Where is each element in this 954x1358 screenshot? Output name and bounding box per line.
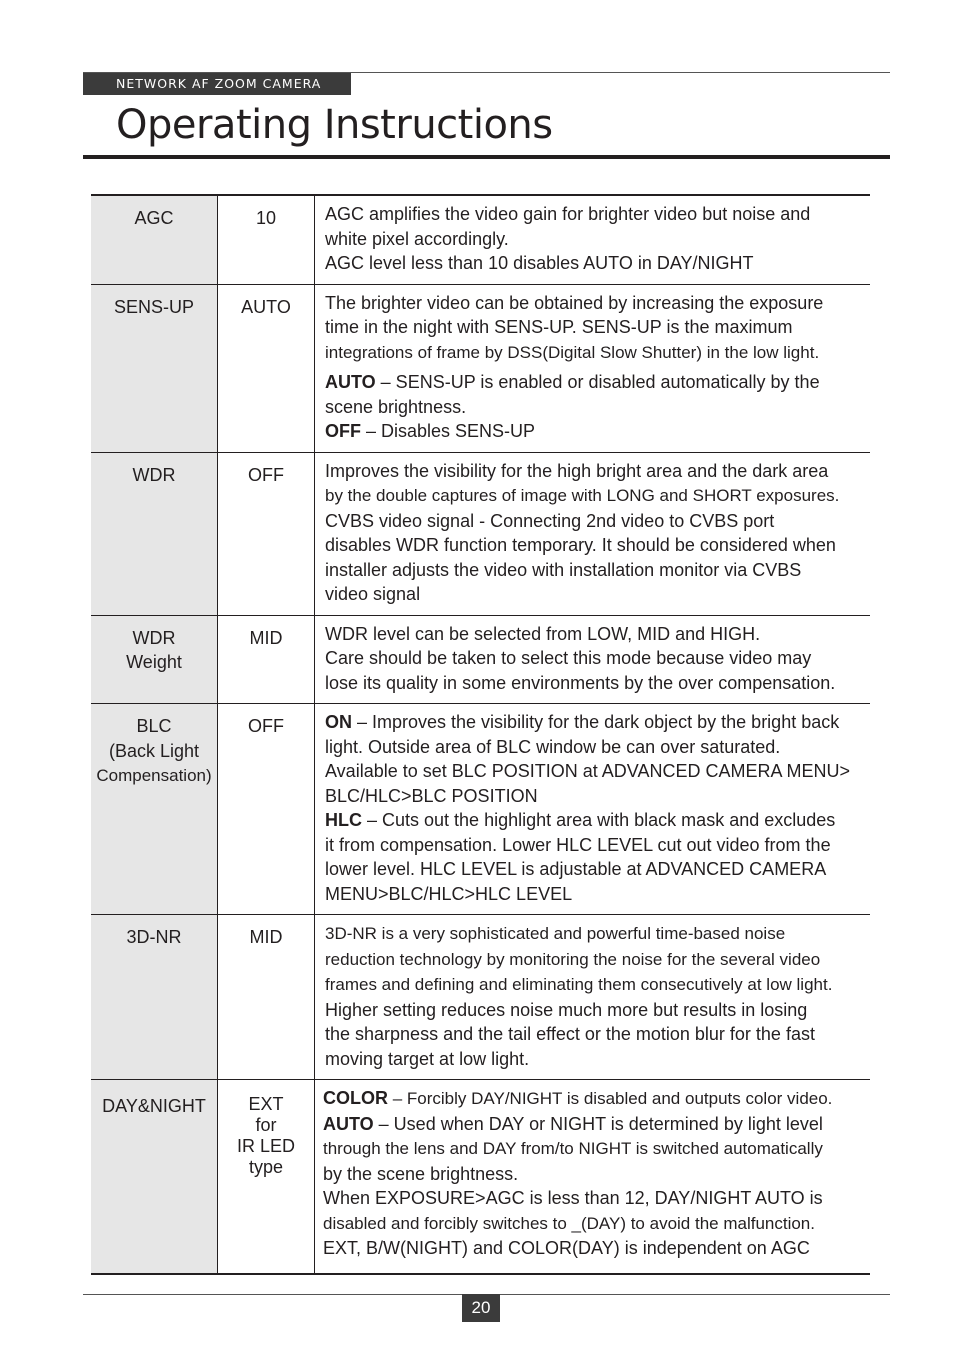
setting-description: Improves the visibility for the high bright area and the dark area by the double captures of image with LONG and SHORT exposures. CVBS video signal - Connecting 2nd video to CVBS port disables WDR function temporary. It should be considered when installer adjusts the video with installation monitor via CVBS video signal (325, 460, 840, 604)
settings-table (91, 194, 870, 1275)
setting-description: ON – Improves the visibility for the dark object by the bright back light. Outside area of BLC window be can over saturated. Available to set BLC POSITION at ADVANCED CAMERA MENU> BLC/HLC>BLC POSITION HLC – Cuts out the highlight area with black mask and excludes it from compensation. Lower HLC LEVEL cut out video from the lower level. HLC LEVEL is adjustable at ADVANCED CAMERA MENU>BLC/HLC>HLC LEVEL (325, 712, 851, 904)
setting-name: WDR (91, 452, 218, 615)
setting-name: DAY&NIGHT (91, 1080, 218, 1274)
setting-name: BLC (Back Light Compensation) (91, 704, 218, 915)
setting-description: WDR level can be selected from LOW, MID and HIGH. Care should be taken to select this mode because video may lose its quality in some environments by the over compensation. (325, 623, 836, 693)
table-row (91, 452, 870, 615)
setting-description: COLOR – Forcibly DAY/NIGHT is disabled and outputs color video. AUTO – Used when DAY or NIGHT is determined by light level through the lens and DAY from/to NIGHT is switched automatically by the scene brightness. When EXPOSURE>AGC is less than 12, DAY/NIGHT AUTO is disabled and forcibly switches to _(DAY) to avoid the malfunction. EXT, B/W(NIGHT) and COLOR(DAY) is independent on AGC (323, 1088, 833, 1258)
title-underline (83, 155, 890, 159)
setting-value: EXT for IR LED type (218, 1080, 315, 1274)
setting-description: AGC amplifies the video gain for brighter video but noise and white pixel accordingly. AGC level less than 10 disables AUTO in DAY/NIGHT (325, 204, 811, 273)
setting-value: AUTO (218, 284, 315, 452)
header-product-tab: NETWORK AF ZOOM CAMERA (83, 73, 351, 95)
setting-name: WDR Weight (91, 615, 218, 704)
setting-name: AGC (91, 195, 218, 284)
table-row (91, 284, 870, 452)
page-title: Operating Instructions (116, 102, 553, 148)
setting-value: MID (218, 615, 315, 704)
table-row (91, 1080, 870, 1274)
setting-name: 3D-NR (91, 915, 218, 1080)
setting-value: OFF (218, 704, 315, 915)
setting-value: 10 (218, 195, 315, 284)
setting-description: The brighter video can be obtained by increasing the exposure time in the night with SENS-UP. SENS-UP is the maximum integrations of frame by DSS(Digital Slow Shutter) in the low light. AUTO – SENS-UP is enabled or disabled automatically by the scene brightness. OFF – Disables SENS-UP (325, 292, 824, 441)
table-row (91, 195, 870, 284)
table-row (91, 915, 870, 1080)
setting-name: SENS-UP (91, 284, 218, 452)
setting-description: 3D-NR is a very sophisticated and powerful time-based noise reduction technology by monitoring the noise for the several video frames and defining and eliminating them consecutively at low light. Higher setting reduces noise much more but results in losing the sharpness and the tail effect or the motion blur for the fast moving target at low light. (325, 924, 833, 1069)
setting-value: OFF (218, 452, 315, 615)
page-number: 20 (462, 1294, 500, 1322)
table-row (91, 704, 870, 915)
table-row (91, 615, 870, 704)
setting-value: MID (218, 915, 315, 1080)
